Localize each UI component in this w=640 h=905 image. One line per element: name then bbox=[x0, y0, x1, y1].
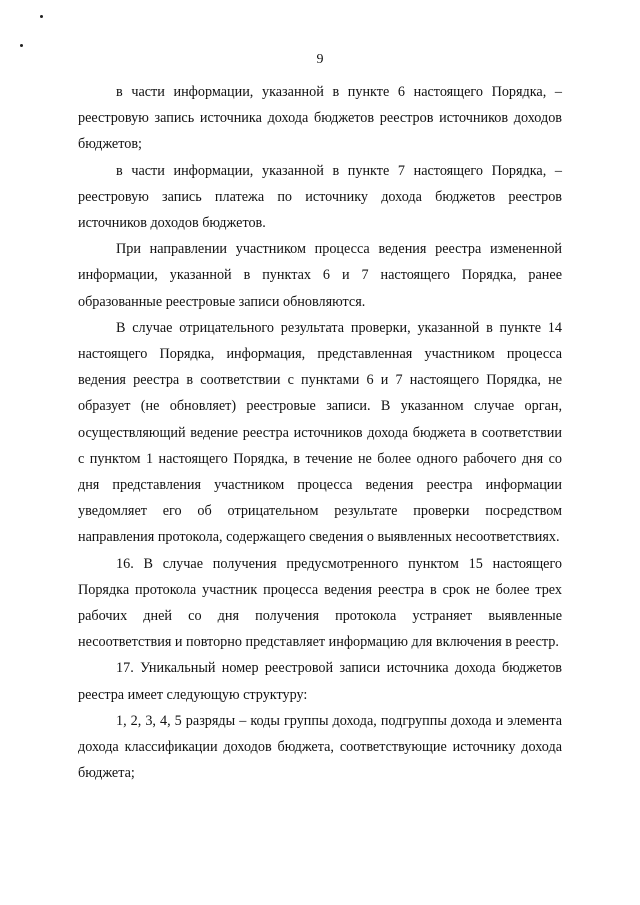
paragraph-records-update: При направлении участником процесса ведения реестра измененной информации, указанной в пунктах 6 и 7 настоящего Порядка, ранее образованные реестровые записи обновляются. bbox=[78, 241, 562, 310]
page-number: 9 bbox=[316, 52, 324, 67]
paragraph-payment-record: в части информации, указанной в пункте 7 настоящего Порядка, – реестровую запись платежа по источнику дохода бюджетов реестров источников доходов бюджетов. bbox=[78, 162, 562, 232]
paragraph-item-16: 16. В случае получения предусмотренного пунктом 15 настоящего Порядка протокола участник процесса ведения реестра в срок не более трех рабочих дней со дня получения протокола устраняет выявленные несоответствия и повторно представляет информацию для включения в реестр. bbox=[78, 555, 562, 651]
paragraph-digits-1-5: 1, 2, 3, 4, 5 разряды – коды группы дохода, подгруппы дохода и элемента дохода классификации доходов бюджета, соответствующие источнику дохода бюджета; bbox=[78, 712, 562, 782]
paragraph-negative-check-result: В случае отрицательного результата проверки, указанной в пункте 14 настоящего Порядка, информация, представленная участником процесса ведения реестра в соответствии с пунктами 6 и 7 настоящего Порядка, не образует (не обновляет) реестровые записи. В указанном случае орган, осуществляющий ведение реестра источников дохода бюджета в соответствии с пунктом 1 настоящего Порядка, в течение не более одного рабочего дня со дня представления участником процесса ведения реестра информации уведомляет его об отрицательном результате проверки посредством направления протокола, содержащего сведения о выявленных несоответствиях. bbox=[78, 319, 562, 546]
paragraph-item-17: 17. Уникальный номер реестровой записи источника дохода бюджетов реестра имеет следующую структуру: bbox=[78, 660, 562, 703]
scan-speck bbox=[20, 44, 23, 47]
paragraph-revenue-source-record: в части информации, указанной в пункте 6 настоящего Порядка, – реестровую запись источника дохода бюджетов реестров источников доходов бюджетов; bbox=[78, 84, 562, 153]
document-body bbox=[78, 79, 562, 786]
scan-speck bbox=[40, 15, 43, 18]
